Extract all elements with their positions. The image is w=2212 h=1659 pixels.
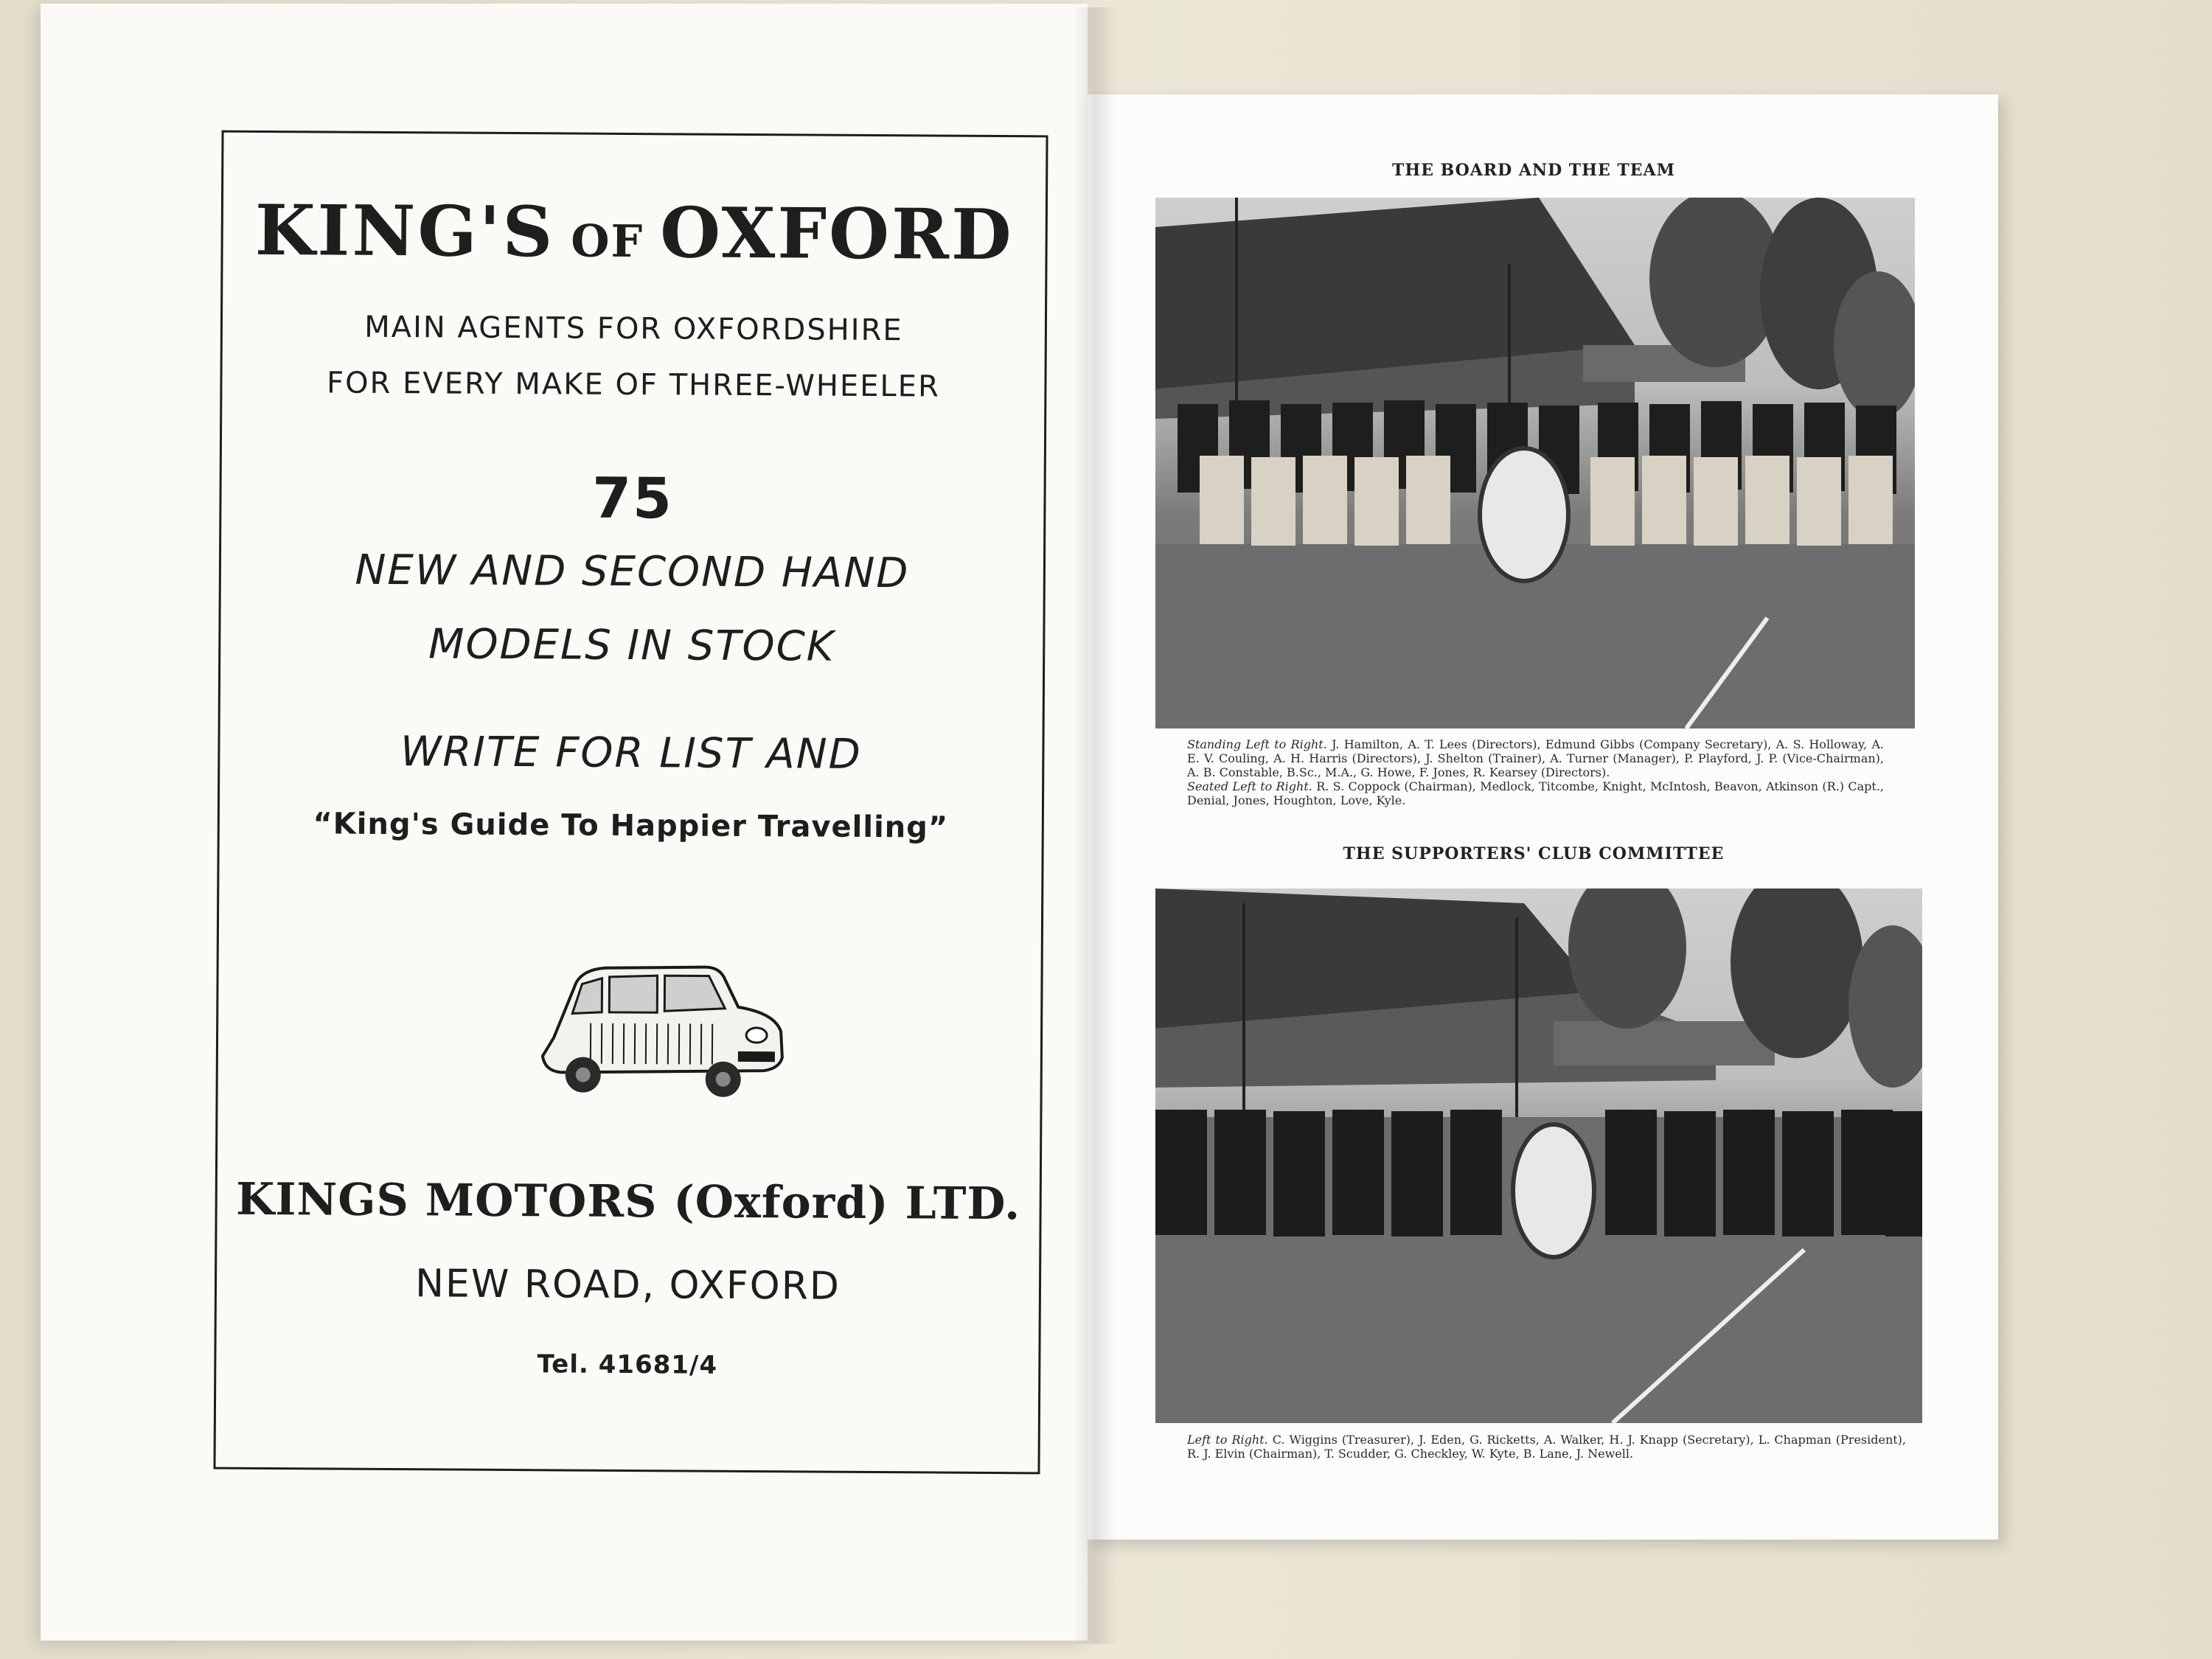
board-team-photo bbox=[1155, 198, 1915, 728]
telephone: Tel. 41681/4 bbox=[537, 1349, 718, 1380]
travel-guide-line: “King's Guide To Happier Travelling” bbox=[313, 807, 949, 845]
supporters-names: C. Wiggins (Treasurer), J. Eden, G. Ricketts, A. Walker, H. J. Knapp (Secretary), L. Chapman (President), R. J. Elvin (Chairman), T. Scudder, G. Checkley, W. Kyte, B. Lane, J. Newell. bbox=[1187, 1433, 1907, 1461]
supporters-committee-photo bbox=[1155, 888, 1922, 1423]
three-wheeler-car-icon bbox=[532, 953, 790, 1102]
company-name: KINGS MOTORS (Oxford) LTD. bbox=[235, 1173, 1021, 1231]
board-caption bbox=[1187, 737, 1884, 807]
supporters-heading: THE SUPPORTERS' CLUB COMMITTEE bbox=[1343, 844, 1725, 863]
main-agents-line: MAIN AGENTS FOR OXFORDSHIRE bbox=[364, 310, 903, 348]
advert-title bbox=[223, 190, 1046, 276]
standing-label: Standing Left to Right. bbox=[1187, 737, 1327, 751]
three-wheeler-line: FOR EVERY MAKE OF THREE-WHEELER bbox=[326, 366, 940, 404]
standing-names: J. Hamilton, A. T. Lees (Directors), Edmund Gibbs (Company Secretary), A. S. Holloway, A. E. V. Couling, A. H. Harris (Directors), J. Shelton (Trainer), A. Turner (Manager), P. Playford, J. P. (Vice-Chairman), A. B. Constable, B.Sc., M.A., G. Howe, F. Jones, R. Kearsey (Directors). bbox=[1187, 737, 1884, 779]
address: NEW ROAD, OXFORD bbox=[414, 1262, 841, 1309]
book-spine-shadow bbox=[1073, 7, 1117, 1644]
models-in-stock-line: MODELS IN STOCK bbox=[428, 620, 835, 671]
seated-label: Seated Left to Right. bbox=[1187, 779, 1312, 793]
title-oxford: OXFORD bbox=[659, 192, 1014, 276]
title-kings: KING'S bbox=[254, 189, 555, 274]
write-for-list-line: WRITE FOR LIST AND bbox=[400, 728, 862, 779]
supporters-caption-label: Left to Right. bbox=[1187, 1433, 1268, 1447]
advert-frame bbox=[213, 131, 1048, 1475]
supporters-caption bbox=[1187, 1433, 1906, 1461]
board-heading: THE BOARD AND THE TEAM bbox=[1392, 161, 1675, 180]
title-of: OF bbox=[571, 215, 644, 268]
stock-count: 75 bbox=[591, 465, 674, 532]
new-second-hand-line: NEW AND SECOND HAND bbox=[355, 546, 910, 598]
seated-names: R. S. Coppock (Chairman), Medlock, Titcombe, Knight, McIntosh, Beavon, Atkinson (R.) Capt., Denial, Jones, Houghton, Love, Kyle. bbox=[1187, 779, 1884, 807]
